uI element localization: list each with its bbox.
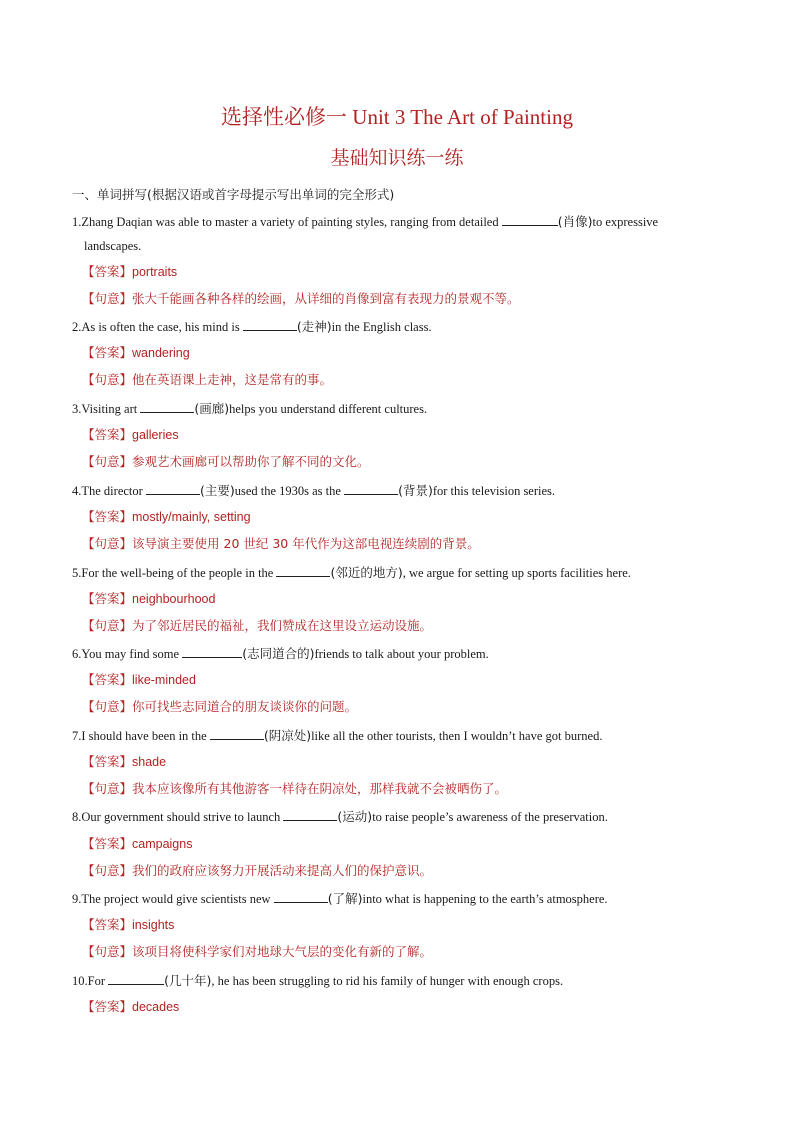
answer-3: 【答案】galleries xyxy=(82,427,179,442)
meaning-7: 【句意】我本应该像所有其他游客一样待在阴凉处，那样我就不会被晒伤了。 xyxy=(82,781,508,796)
answer-5: 【答案】neighbourhood xyxy=(82,591,216,606)
answer-blank xyxy=(108,970,164,985)
answer-8: 【答案】campaigns xyxy=(82,836,193,851)
question-4: 4.The director (主要)used the 1930s as the (背景)for this television series. xyxy=(72,480,732,501)
answer-blank xyxy=(140,398,194,413)
page-subtitle: 基础知识练一练 xyxy=(330,147,464,169)
question-9: 9.The project would give scientists new (了解)into what is happening to the earth’s atmosphere. xyxy=(72,888,732,909)
meaning-5: 【句意】为了邻近居民的福祉，我们赞成在这里设立运动设施。 xyxy=(82,618,433,633)
question-8: 8.Our government should strive to launch (运动)to raise people’s awareness of the preservation. xyxy=(72,806,732,827)
answer-7: 【答案】shade xyxy=(82,754,167,769)
answer-2: 【答案】wandering xyxy=(82,345,190,360)
answer-6: 【答案】like-minded xyxy=(82,672,196,687)
question-3: 3.Visiting art (画廊)helps you understand different cultures. xyxy=(72,398,732,419)
answer-blank xyxy=(146,480,200,495)
answer-blank xyxy=(502,211,558,226)
meaning-6: 【句意】你可找些志同道合的朋友谈谈你的问题。 xyxy=(82,699,358,714)
answer-blank xyxy=(243,316,297,331)
answer-blank xyxy=(344,480,398,495)
question-7: 7.I should have been in the (阴凉处)like all the other tourists, then I wouldn’t have got burned. xyxy=(72,725,732,746)
answer-4: 【答案】mostly/mainly, setting xyxy=(82,509,251,524)
question-10: 10.For (几十年), he has been struggling to rid his family of hunger with enough crops. xyxy=(72,970,732,991)
answer-10: 【答案】decades xyxy=(82,999,180,1014)
answer-blank xyxy=(210,725,264,740)
answer-1: 【答案】portraits xyxy=(82,264,178,279)
question-5: 5.For the well-being of the people in the (邻近的地方), we argue for setting up sports facilities here. xyxy=(72,562,732,583)
meaning-3: 【句意】参观艺术画廊可以帮助你了解不同的文化。 xyxy=(82,454,370,469)
meaning-2: 【句意】他在英语课上走神，这是常有的事。 xyxy=(82,372,333,387)
meaning-9: 【句意】该项目将使科学家们对地球大气层的变化有新的了解。 xyxy=(82,944,433,959)
section-title: 一、单词拼写(根据汉语或首字母提示写出单词的完全形式) xyxy=(72,187,395,202)
answer-blank xyxy=(182,643,242,658)
answer-blank xyxy=(283,806,337,821)
page-title: 选择性必修一 Unit 3 The Art of Painting xyxy=(221,105,573,129)
question-2: 2.As is often the case, his mind is (走神)in the English class. xyxy=(72,316,732,337)
question-1: 1.Zhang Daqian was able to master a variety of painting styles, ranging from detailed (肖像)to expressive xyxy=(72,211,732,232)
meaning-4: 【句意】该导演主要使用 20 世纪 30 年代作为这部电视连续剧的背景。 xyxy=(82,536,480,551)
meaning-8: 【句意】我们的政府应该努力开展活动来提高人们的保护意识。 xyxy=(82,863,433,878)
question-6: 6.You may find some (志同道合的)friends to talk about your problem. xyxy=(72,643,732,664)
answer-9: 【答案】insights xyxy=(82,917,175,932)
answer-blank xyxy=(274,888,328,903)
question-1-continuation: landscapes. xyxy=(84,239,142,253)
answer-blank xyxy=(276,562,330,577)
meaning-1: 【句意】张大千能画各种各样的绘画，从详细的肖像到富有表现力的景观不等。 xyxy=(82,291,520,306)
